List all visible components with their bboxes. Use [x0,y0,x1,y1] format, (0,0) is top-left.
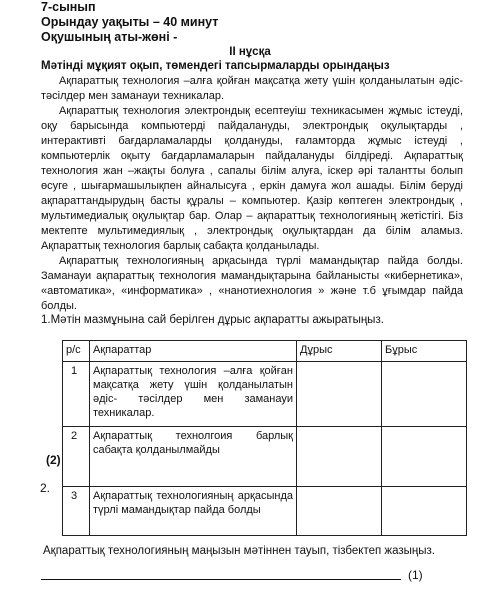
header-false: Бұрыс [382,341,467,362]
false-cell[interactable] [382,487,467,536]
table-row [63,427,467,487]
row-number: 3 [63,487,90,536]
header-index: р/с [63,341,90,362]
reading-text [41,74,463,314]
variant-title: ІІ нұсқа [229,46,271,58]
true-cell[interactable] [297,487,382,536]
table-row [63,487,467,536]
true-cell[interactable] [297,362,382,427]
points-question-1: (2) [46,453,61,467]
paragraph-3: Ақпараттық технологияның арқасында түрлі мамандықтар пайда болды. Заманауи ақпараттық технология мамандықтарына байланысты «кибернетика», «автоматика», «информатика» , «нанотиехнология » және т.б ұғымдар пайда болды. [41,255,463,312]
row-statement: Ақпараттық технолгоия барлық сабақта қолданылмайды [90,427,297,487]
question-2: Ақпараттық технологияның маңызын мәтіннен тауып, тізбектеп жазыңыз. [43,545,435,557]
student-name-label: Оқушының аты-жөні - [41,30,178,44]
grade-label: 7-сынып [41,0,96,14]
false-cell[interactable] [382,427,467,487]
row-statement: Ақпараттық технологияның арқасында түрлі мамандықтар пайда болды [90,487,297,536]
table-row [63,362,467,427]
row-number: 1 [63,362,90,427]
question-2-number: 2. [40,481,51,495]
points-question-2: (1) [408,568,423,582]
row-number: 2 [63,427,90,487]
true-cell[interactable] [297,427,382,487]
header-info: Ақпараттар [90,341,297,362]
paragraph-1: Ақпараттық технология –алға қойған мақсатқа жету үшін қолданылатын әдіс-тәсілдер мен заманауи техникалар. [41,75,463,102]
header-true: Дұрыс [297,341,382,362]
answer-table [62,340,467,536]
false-cell[interactable] [382,362,467,427]
instruction-heading: Мәтінді мұқият оқып, төмендегі тапсырмаларды орындаңыз [41,60,390,72]
question-1: 1.Мәтін мазмұнына сай берілген дұрыс ақпаратты ажыратыңыз. [41,314,384,326]
table-header-row [63,341,467,362]
answer-line[interactable] [41,579,401,580]
time-label: Орындау уақыты – 40 минут [41,15,219,29]
paragraph-2: Ақпараттық технология электрондық есептеуіш техникасымен жұмыс істеуді, оқу барысында компьютерді пайдалануды, электрондық оқулықтарды , интерактивті бағдарламаларды қолдануды, ғаламторда жұмыс істеуді , компьютерлік оқыту бағдарламаларын пайдалануды білдіреді. Ақпараттық технология жан –жақты болуға , сапалы білім алуға, іскер әрі талантты болып өсуге , шығармашылықпен айналысуға , еркін дамуға жол ашады. Білім беруді ақпараттандырудың басты құралы – компьютер. Қазір көптеген электрондық , мультимедиалық оқулықтар бар. Олар – ақпараттық технологияның жетістігі. Біз мектепте мультимедиялық , электрондық оқулықтардан да білім аламыз. Ақпараттық технология барлық сабақта қолданылады. [41,105,463,252]
row-statement: Ақпараттық технология –алға қойған мақсатқа жету үшін қолданылатын әдіс- тәсілдер мен заманауи техникалар. [90,362,297,427]
